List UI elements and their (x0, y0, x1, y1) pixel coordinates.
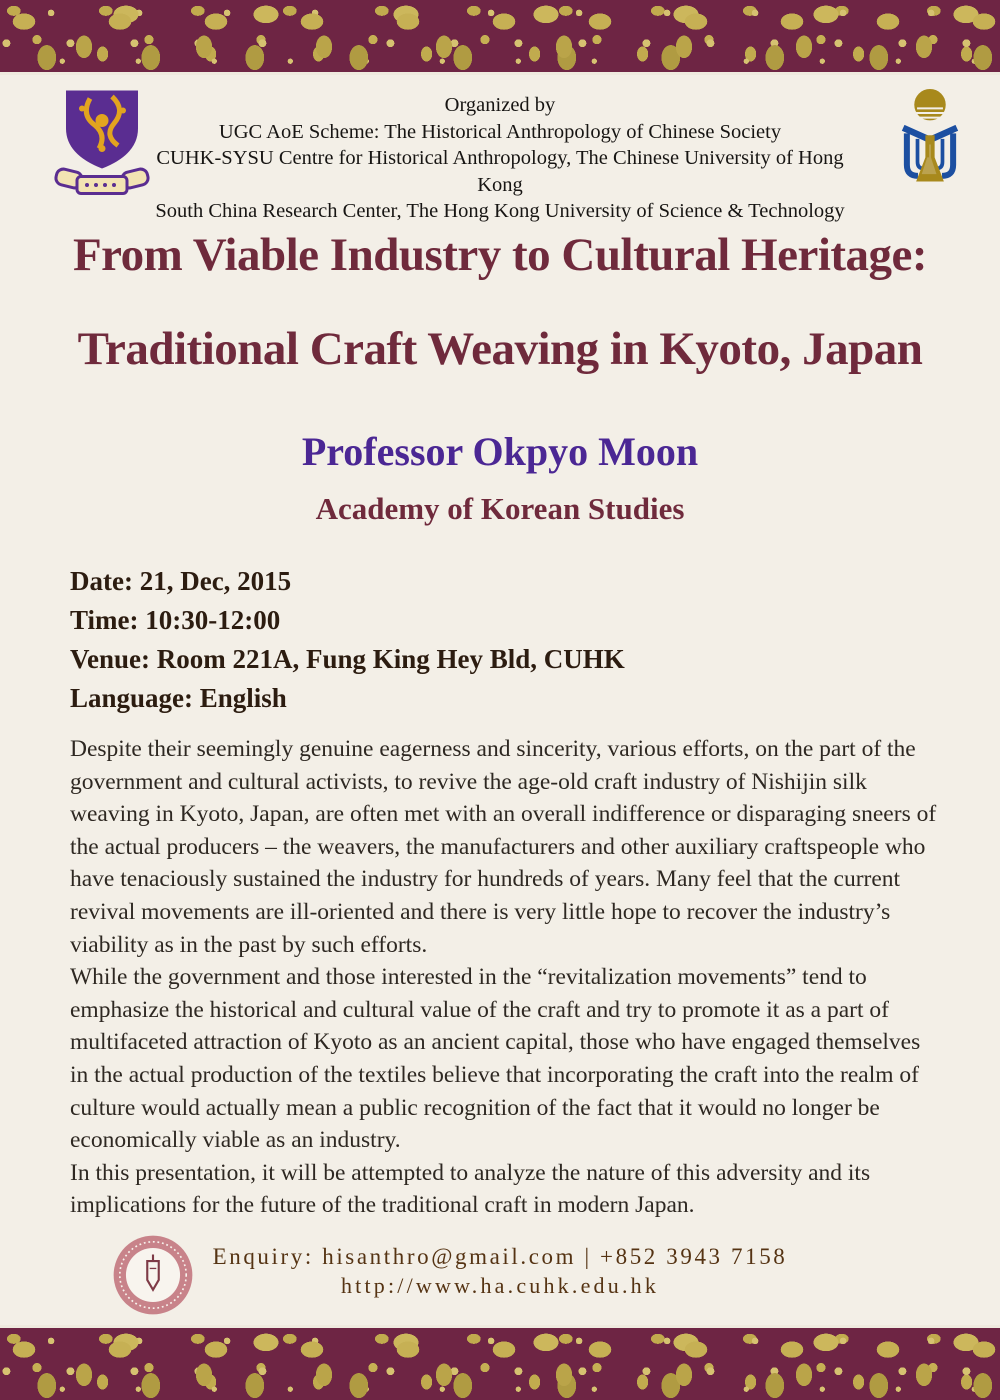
poster-title-line-2: Traditional Craft Weaving in Kyoto, Japan (77, 323, 923, 375)
detail-language: Language: English (70, 683, 287, 713)
poster-footer (0, 1232, 1000, 1324)
event-details (70, 562, 1000, 718)
footer-contact-block (0, 1242, 1000, 1299)
organized-by-label: Organized by (444, 94, 556, 116)
brocade-border-bottom (0, 1325, 1000, 1400)
poster-title-line-1: From Viable Industry to Cultural Heritage: (72, 229, 928, 281)
organizer-line-2: CUHK-SYSU Centre for Historical Anthropology, The Chinese University of Hong Kong (156, 147, 844, 196)
organizer-line-3: South China Research Center, The Hong Kong University of Science & Technology (155, 200, 845, 222)
brocade-border-top (0, 0, 1000, 75)
abstract-paragraph-2: While the government and those interested in the “revitalization movements” tend to emphasize the historical and cultural value of the craft and try to promote it as a part of multifaceted attraction of Kyoto as an ancient capital, those who have engaged themselves in the actual production of the textiles believe that incorporating the craft into the realm of culture would actually mean a public recognition of the fact that it would no longer be economically viable as an industry. (70, 964, 921, 1154)
hkust-logo (893, 86, 967, 190)
detail-date: Date: 21, Dec, 2015 (70, 566, 292, 596)
website-line: http://www.ha.cuhk.edu.hk (340, 1273, 660, 1298)
cuhk-logo (52, 86, 152, 202)
organizer-block (150, 92, 850, 225)
speaker-affiliation: Academy of Korean Studies (315, 491, 685, 526)
organizer-line-1: UGC AoE Scheme: The Historical Anthropology of Chinese Society (218, 120, 782, 143)
speaker-name: Professor Okpyo Moon (301, 429, 699, 474)
abstract-paragraph-1: Despite their seemingly genuine eagerness and sincerity, various efforts, on the part of the government and cultural activists, to revive the age-old craft industry of Nishijin silk weaving in Kyoto, Japan, are often met with an overall indifference or disparaging sneers of the actual producers – the weavers, the manufacturers and other auxiliary craftspeople who have tenaciously sustained the industry for hundreds of years. Many feel that the current revival movements are ill-oriented and there is very little hope to recover the industry’s viability as in the past by such efforts. (70, 736, 937, 958)
poster-header (0, 84, 1000, 222)
detail-venue: Venue: Room 221A, Fung King Hey Bld, CUHK (70, 644, 625, 674)
detail-time: Time: 10:30-12:00 (70, 605, 281, 635)
enquiry-line: Enquiry: hisanthro@gmail.com | +852 3943 7158 (212, 1244, 788, 1269)
abstract (70, 733, 944, 1222)
abstract-paragraph-3: In this presentation, it will be attempted to analyze the nature of this adversity and its implications for the future of the traditional craft in modern Japan. (70, 1159, 871, 1219)
